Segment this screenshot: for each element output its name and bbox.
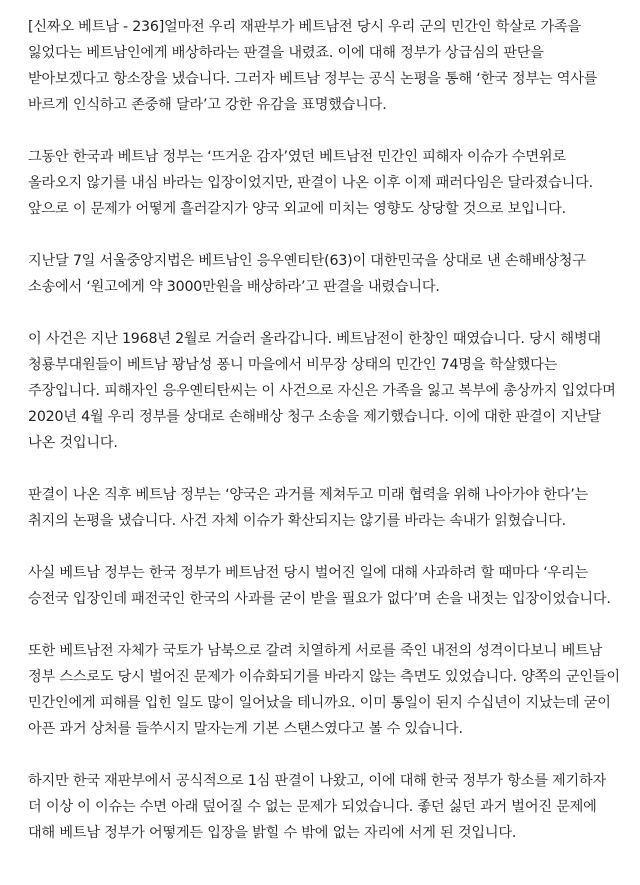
article-paragraph-1: [신짜오 베트남 - 236]얼마전 우리 재판부가 베트남전 당시 우리 군의 민간인 학살로 가족을 잃었다는 베트남인에게 배상하라는 판결을 내렸죠. 이에 대해 정부가 상급심의 판단을 받아보겠다고 항소장을 냈습니다. 그러자 베트남 정부는 공식 논평을 통해 ‘한국 정부는 역사를 바르게 인식하고 존중해 달라’고 강한 유감을 표명했습니다.	[28, 19, 598, 113]
article-paragraph-4: 이 사건은 지난 1968년 2월로 거슬러 올라갑니다. 베트남전이 한창인 때였습니다. 당시 해병대 청룡부대원들이 베트남 꽝남성 퐁니 마을에서 비무장 상태의 민간인 74명을 학살했다는 주장입니다. 피해자인 응우옌티탄씨는 이 사건으로 자신은 가족을 잃고 복부에 총상까지 입었다며 2020년 4월 우리 정부를 상대로 손해배상 청구 소송을 제기했습니다. 이에 대한 판결이 지난달 나온 것입니다.	[28, 331, 616, 451]
article-paragraph-2: 그동안 한국과 베트남 정부는 ‘뜨거운 감자’였던 베트남전 민간인 피해자 이슈가 수면위로 올라오지 않기를 내심 바라는 입장이었지만, 판결이 나온 이후 이제 패러다임은 달라졌습니다. 앞으로 이 문제가 어떻게 흘러갈지가 양국 외교에 미치는 영향도 상당할 것으로 보입니다.	[28, 149, 593, 217]
article-paragraph-3: 지난달 7일 서울중앙지법은 베트남인 응우옌티탄(63)이 대한민국을 상대로 낸 손해배상청구 소송에서 ‘원고에게 약 3000만원을 배상하라’고 판결을 내렸습니다.	[28, 253, 586, 295]
article-paragraph-8: 하지만 한국 재판부에서 공식적으로 1심 판결이 나왔고, 이에 대해 한국 정부가 항소를 제기하자 더 이상 이 이슈는 수면 아래 덮어질 수 없는 문제가 되었습니다. 좋던 싫던 과거 벌어진 문제에 대해 베트남 정부가 어떻게든 입장을 밝힐 수 밖에 없는 자리에 서게 된 것입니다.	[28, 773, 607, 841]
article-paragraph-7: 또한 베트남전 자체가 국토가 남북으로 갈려 치열하게 서로를 죽인 내전의 성격이다보니 베트남 정부 스스로도 당시 벌어진 문제가 이슈화되기를 바라지 않는 측면도 있었습니다. 양쪽의 군인들이 민간인에게 피해를 입힌 일도 많이 일어났을 테니까요. 이미 통일이 된지 수십년이 지났는데 굳이 아픈 과거 상처를 들쑤시지 말자는게 기본 스탠스였다고 볼 수 있습니다.	[28, 643, 620, 737]
article-paragraph-6: 사실 베트남 정부는 한국 정부가 베트남전 당시 벌어진 일에 대해 사과하려 할 때마다 ‘우리는 승전국 입장인데 패전국인 한국의 사과를 굳이 받을 필요가 없다’며 손을 내젓는 입장이었습니다.	[28, 565, 611, 607]
article-paragraph-5: 판결이 나온 직후 베트남 정부는 ‘양국은 과거를 제쳐두고 미래 협력을 위해 나아가야 한다’는 취지의 논평을 냈습니다. 사건 자체 이슈가 확산되지는 않기를 바라는 속내가 읽혔습니다.	[28, 487, 589, 529]
